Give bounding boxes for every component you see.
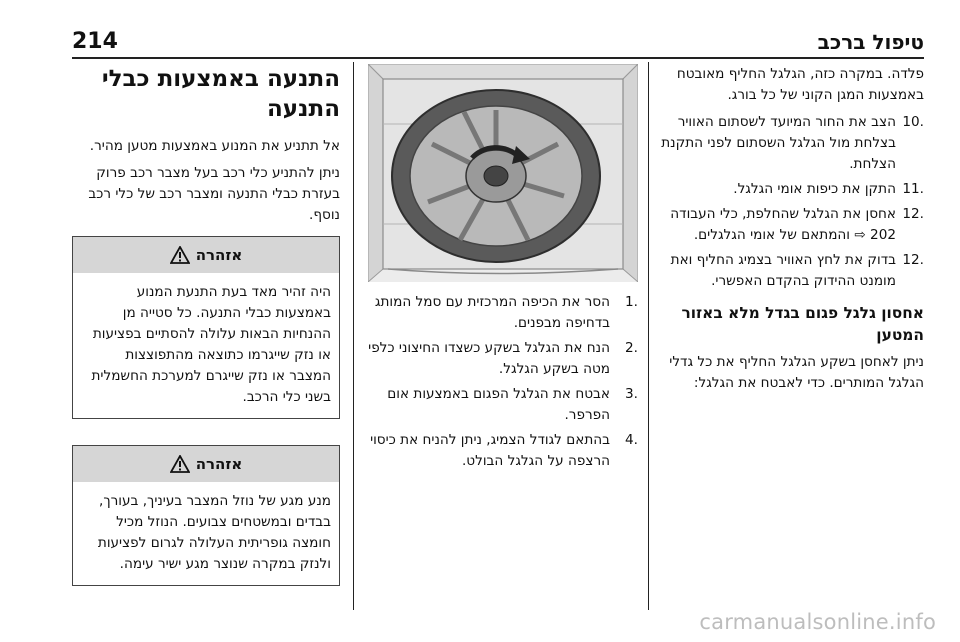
- left-column: [72, 64, 340, 586]
- warning-label: אזהרה: [195, 454, 243, 473]
- header-rule: [72, 57, 924, 59]
- warning-triangle-icon: [170, 455, 190, 473]
- list-item: 11. התקן את כיפות אומי הגלגל.: [733, 181, 924, 197]
- intro-paragraph: פלדה. במקרה כזה, הגלגל החליף מאובטח באמצעות המגן הקוני של כל בורג.: [676, 66, 924, 103]
- paragraph: ניתן להתניע כלי רכב בעל מצבר רכב פרוק בעזרת כבלי התנעה ומצבר רכב של כלי רכב נוסף.: [88, 165, 340, 223]
- list-item: 4. בהתאם לגודל הצמיג, ניתן להניח את כיסוי הרצפה על הגלגל הבולט.: [370, 432, 638, 469]
- warning-header: [73, 446, 339, 482]
- page-number: 214: [72, 29, 118, 54]
- section-title: התנעה באמצעות כבלי התנעה: [101, 66, 340, 122]
- list-item: 2. הנח את הגלגל בשקע כשצדו החיצוני כלפי מטה בשקע הגלגל.: [368, 340, 638, 377]
- step-text: הנח את הגלגל בשקע כשצדו החיצוני כלפי מטה בשקע הגלגל.: [368, 340, 610, 377]
- step-text: בדוק את לחץ האוויר בצמיג החליף ואת מומנט ההידוק בהקדם האפשרי.: [670, 252, 896, 289]
- list-item: 3. אבטח את הגלגל הפגום באמצעות אום הפרפר.: [387, 386, 638, 423]
- section-subheading: אחסון גלגל פגום בגדל מלא באזור המטען: [681, 304, 924, 344]
- warning-box: [72, 445, 340, 586]
- warning-label: אזהרה: [195, 245, 243, 264]
- step-text: הצב את החור המיועד לשסתום האוויר בצלחת מול הגלגל השסתום לפני התקנת הצלחת.: [661, 114, 896, 172]
- step-text: התקן את כיפות אומי הגלגל.: [733, 181, 896, 197]
- list-item: 1. הסר את הכיפה המרכזית עם סמל המותג בדחיפה מבפנים.: [374, 294, 638, 331]
- column-separator: [648, 62, 649, 610]
- list-item: 12. אחסן את הגלגל שהחלפת, כלי העבודה ⇨ 202 והמתאם של אומי הגלגלים.: [670, 206, 924, 243]
- reference-arrow-icon: ⇨: [854, 227, 866, 243]
- warning-header: [73, 237, 339, 273]
- warning-text: מנע מגע של נוזל המצבר בעיניך, בעורך, בבדים ובמשטחים צבועים. הנוזל מכיל חומצה גופריתית העלולה לגרום לפציעות ולנזק במקרה שנוצר מגע ישיר עימה.: [97, 493, 331, 572]
- step-text: אחסן את הגלגל שהחלפת, כלי העבודה ⇨ 202 והמתאם של אומי הגלגלים.: [670, 206, 896, 243]
- right-column: [660, 64, 924, 400]
- middle-column: [368, 292, 638, 476]
- step-text: הסר את הכיפה המרכזית עם סמל המותג בדחיפה מבפנים.: [374, 294, 610, 331]
- step-list-continued: [660, 112, 924, 292]
- step-text: בהתאם לגודל הצמיג, ניתן להניח את כיסוי הרצפה על הגלגל הבולט.: [370, 432, 610, 469]
- watermark: carmanualsonline.info: [699, 610, 936, 634]
- warning-box: [72, 236, 340, 419]
- running-title: טיפול ברכב: [817, 30, 924, 54]
- column-separator: [353, 62, 354, 610]
- page-header: [72, 26, 924, 54]
- subsection-paragraph: ניתן לאחסן בשקע הגלגל החליף את כל גדלי הגלגל המותרים. כדי לאבטח את הגלגל:: [669, 354, 924, 391]
- step-list: [368, 292, 638, 472]
- spare-wheel-illustration: [368, 64, 638, 282]
- warning-text: היה זהיר מאד בעת התנעת המנוע באמצעות כבלי התנעה. כל סטייה מן ההנחיות הבאות עלולה להסתיים בפציעות או נזק שייגרמו כתוצאה מהתפוצצות המצבר או נזק שייגרם למערכת החשמלית בשני כלי הרכב.: [91, 284, 331, 405]
- warning-triangle-icon: [170, 246, 190, 264]
- step-text: אבטח את הגלגל הפגום באמצעות אום הפרפר.: [387, 386, 610, 423]
- list-item: 12. בדוק את לחץ האוויר בצמיג החליף ואת מומנט ההידוק בהקדם האפשרי.: [670, 252, 924, 289]
- paragraph: אל תתניע את המנוע באמצעות מטען מהיר.: [89, 138, 340, 154]
- spare-wheel-photo: [368, 64, 638, 282]
- list-item: 10. הצב את החור המיועד לשסתום האוויר בצלחת מול הגלגל השסתום לפני התקנת הצלחת.: [661, 114, 924, 172]
